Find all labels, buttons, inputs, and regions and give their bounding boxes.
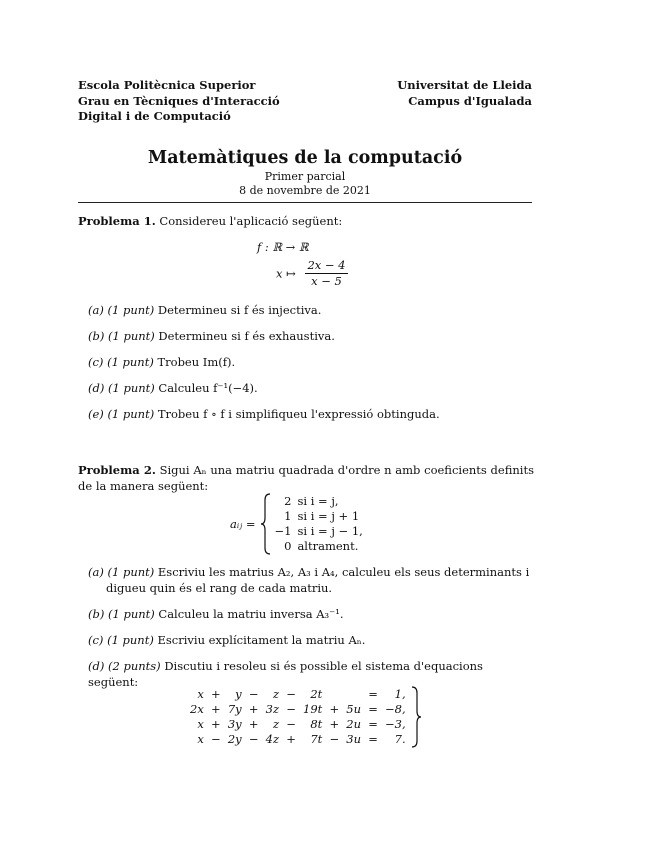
equation-term: 5u [346, 702, 362, 716]
item-label: (a) [88, 303, 104, 317]
equation-row [188, 717, 408, 732]
item-points: (1 punt) [108, 607, 155, 621]
case-row [272, 524, 366, 539]
item-label: (b) [88, 329, 105, 343]
problem-1-intro [78, 213, 534, 229]
problem-2-item-c [88, 632, 534, 648]
equation-operator: + [286, 732, 296, 746]
equation-term: y [235, 687, 242, 701]
equation-operator: + [210, 687, 221, 701]
item-label: (c) [88, 633, 104, 647]
equation-operator: − [286, 687, 296, 701]
problem-1-item-e [88, 406, 534, 422]
item-text: Discutiu i resoleu si és possible el sistema d'equacions següent: [88, 659, 483, 689]
left-brace-icon [260, 493, 272, 555]
equation-term: 3y [227, 717, 242, 731]
equation-term: −3, [385, 717, 406, 731]
problem-1-text: Considereu l'aplicació següent: [159, 214, 343, 228]
problem-1-item-a [88, 302, 534, 318]
equation-term: 2u [346, 717, 362, 731]
equation-operator: − [248, 732, 259, 746]
school-info [78, 78, 280, 125]
case-row [272, 539, 366, 554]
case-condition: si i = j − 1, [297, 524, 363, 538]
case-condition: si i = j, [297, 494, 339, 508]
case-value: 1 [284, 509, 292, 523]
equation-term: 4z [265, 732, 280, 746]
item-points: (1 punt) [107, 633, 154, 647]
problem-2-intro [78, 462, 534, 494]
item-text: Trobeu f ∘ f i simplifiqueu l'expressió obtinguda. [157, 407, 440, 421]
item-text: Determineu si f és injectiva. [157, 303, 322, 317]
item-points: (2 punts) [108, 659, 161, 673]
right-brace-icon [410, 686, 422, 748]
equation-term: 3z [265, 702, 280, 716]
problem-2-item-b [88, 606, 534, 622]
map-variable: x ↦ [276, 266, 296, 281]
item-label: (e) [88, 407, 104, 421]
equation-term: 2y [227, 732, 242, 746]
case-condition: altrament. [297, 539, 359, 553]
problem-2-item-a [88, 564, 552, 596]
case-row [272, 494, 366, 509]
equation-operator: + [329, 717, 340, 731]
map-fraction [305, 258, 347, 289]
exam-subtitle: Primer parcial [264, 170, 346, 183]
exam-title: Matemàtiques de la computació [147, 148, 463, 168]
equation-term: 2x [190, 702, 204, 716]
problem-1-item-d [88, 380, 534, 396]
school-name: Escola Politècnica Superior [78, 78, 256, 92]
equation-term: −8, [385, 702, 406, 716]
equation-term: 3u [346, 732, 362, 746]
title-divider [78, 202, 532, 203]
university-info [397, 78, 532, 109]
equation-term: z [272, 717, 280, 731]
aij-symbol: aᵢⱼ = [230, 517, 256, 531]
equation-operator: + [210, 702, 221, 716]
degree-line2: Digital i de Computació [78, 109, 231, 123]
item-points: (1 punt) [107, 407, 155, 421]
map-numerator: 2x − 4 [307, 258, 346, 272]
equation-term: x [197, 687, 204, 701]
equation-term: 7t [310, 732, 323, 746]
equation-row [188, 687, 408, 702]
equation-system [188, 686, 422, 748]
problem-1-item-b [88, 328, 534, 344]
equation-operator: + [210, 717, 221, 731]
equation-operator: + [248, 702, 259, 716]
problem-1-item-c [88, 354, 534, 370]
case-value: 0 [284, 539, 292, 553]
item-points: (1 punt) [108, 329, 155, 343]
equation-operator: − [286, 702, 296, 716]
equation-term: 1, [394, 687, 406, 701]
item-text: Escriviu explícitament la matriu Aₙ. [157, 633, 366, 647]
cases-table [272, 494, 366, 554]
equation-row [188, 732, 408, 747]
equation-term: 8t [310, 717, 323, 731]
degree-line1: Grau en Tècniques d'Interacció [78, 93, 280, 108]
equation-row [188, 702, 408, 717]
item-points: (1 punt) [107, 355, 154, 369]
item-label: (c) [88, 355, 104, 369]
equation-operator: = [368, 702, 378, 716]
equation-operator: = [368, 717, 378, 731]
problem-1-label: Problema 1. [78, 214, 156, 228]
equation-term: x [197, 732, 204, 746]
equation-term: 2t [310, 687, 323, 701]
exam-date: 8 de novembre de 2021 [239, 184, 371, 197]
equation-operator: − [248, 687, 259, 701]
map-definition [257, 240, 309, 255]
equation-term: x [197, 717, 204, 731]
item-label: (d) [88, 659, 105, 673]
case-value: −1 [274, 524, 292, 538]
item-points: (1 punt) [107, 303, 155, 317]
university-name: Universitat de Lleida [397, 78, 532, 92]
equation-term: z [272, 687, 280, 701]
equation-operator: − [329, 732, 340, 746]
equation-operator: + [329, 702, 340, 716]
map-domain-codomain: f : ℝ → ℝ [257, 240, 309, 254]
equation-operator: + [248, 717, 259, 731]
equation-term: 7y [227, 702, 242, 716]
campus-name: Campus d'Igualada [408, 93, 532, 108]
equation-operator [324, 687, 344, 702]
item-text: Escriviu les matrius A₂, A₃ i A₄, calculeu els seus determinants i digueu quin és el rang de cada matriu. [106, 565, 530, 595]
item-points: (1 punt) [108, 381, 155, 395]
item-label: (b) [88, 607, 105, 621]
problem-2-label: Problema 2. [78, 463, 156, 477]
case-value: 2 [284, 494, 292, 508]
case-condition: si i = j + 1 [297, 509, 360, 523]
equation-operator: = [368, 732, 378, 746]
map-denominator: x − 5 [311, 274, 342, 288]
equation-operator: − [210, 732, 221, 746]
item-text: Trobeu Im(f). [157, 355, 236, 369]
map-rule [276, 258, 348, 289]
equation-term: 7. [394, 732, 406, 746]
case-row [272, 509, 366, 524]
item-points: (1 punt) [107, 565, 155, 579]
problem-2-text: Sigui Aₙ una matriu quadrada d'ordre n amb coeficients definits de la manera següent: [78, 463, 535, 493]
system-table [188, 687, 408, 747]
item-text: Determineu si f és exhaustiva. [158, 329, 335, 343]
equation-term: 19t [303, 702, 323, 716]
item-label: (d) [88, 381, 105, 395]
item-text: Calculeu la matriu inversa A₃⁻¹. [158, 607, 344, 621]
matrix-definition [230, 493, 366, 555]
equation-term [344, 687, 363, 702]
equation-operator: − [286, 717, 296, 731]
equation-operator: = [368, 687, 378, 701]
item-text: Calculeu f⁻¹(−4). [158, 381, 258, 395]
item-label: (a) [88, 565, 104, 579]
